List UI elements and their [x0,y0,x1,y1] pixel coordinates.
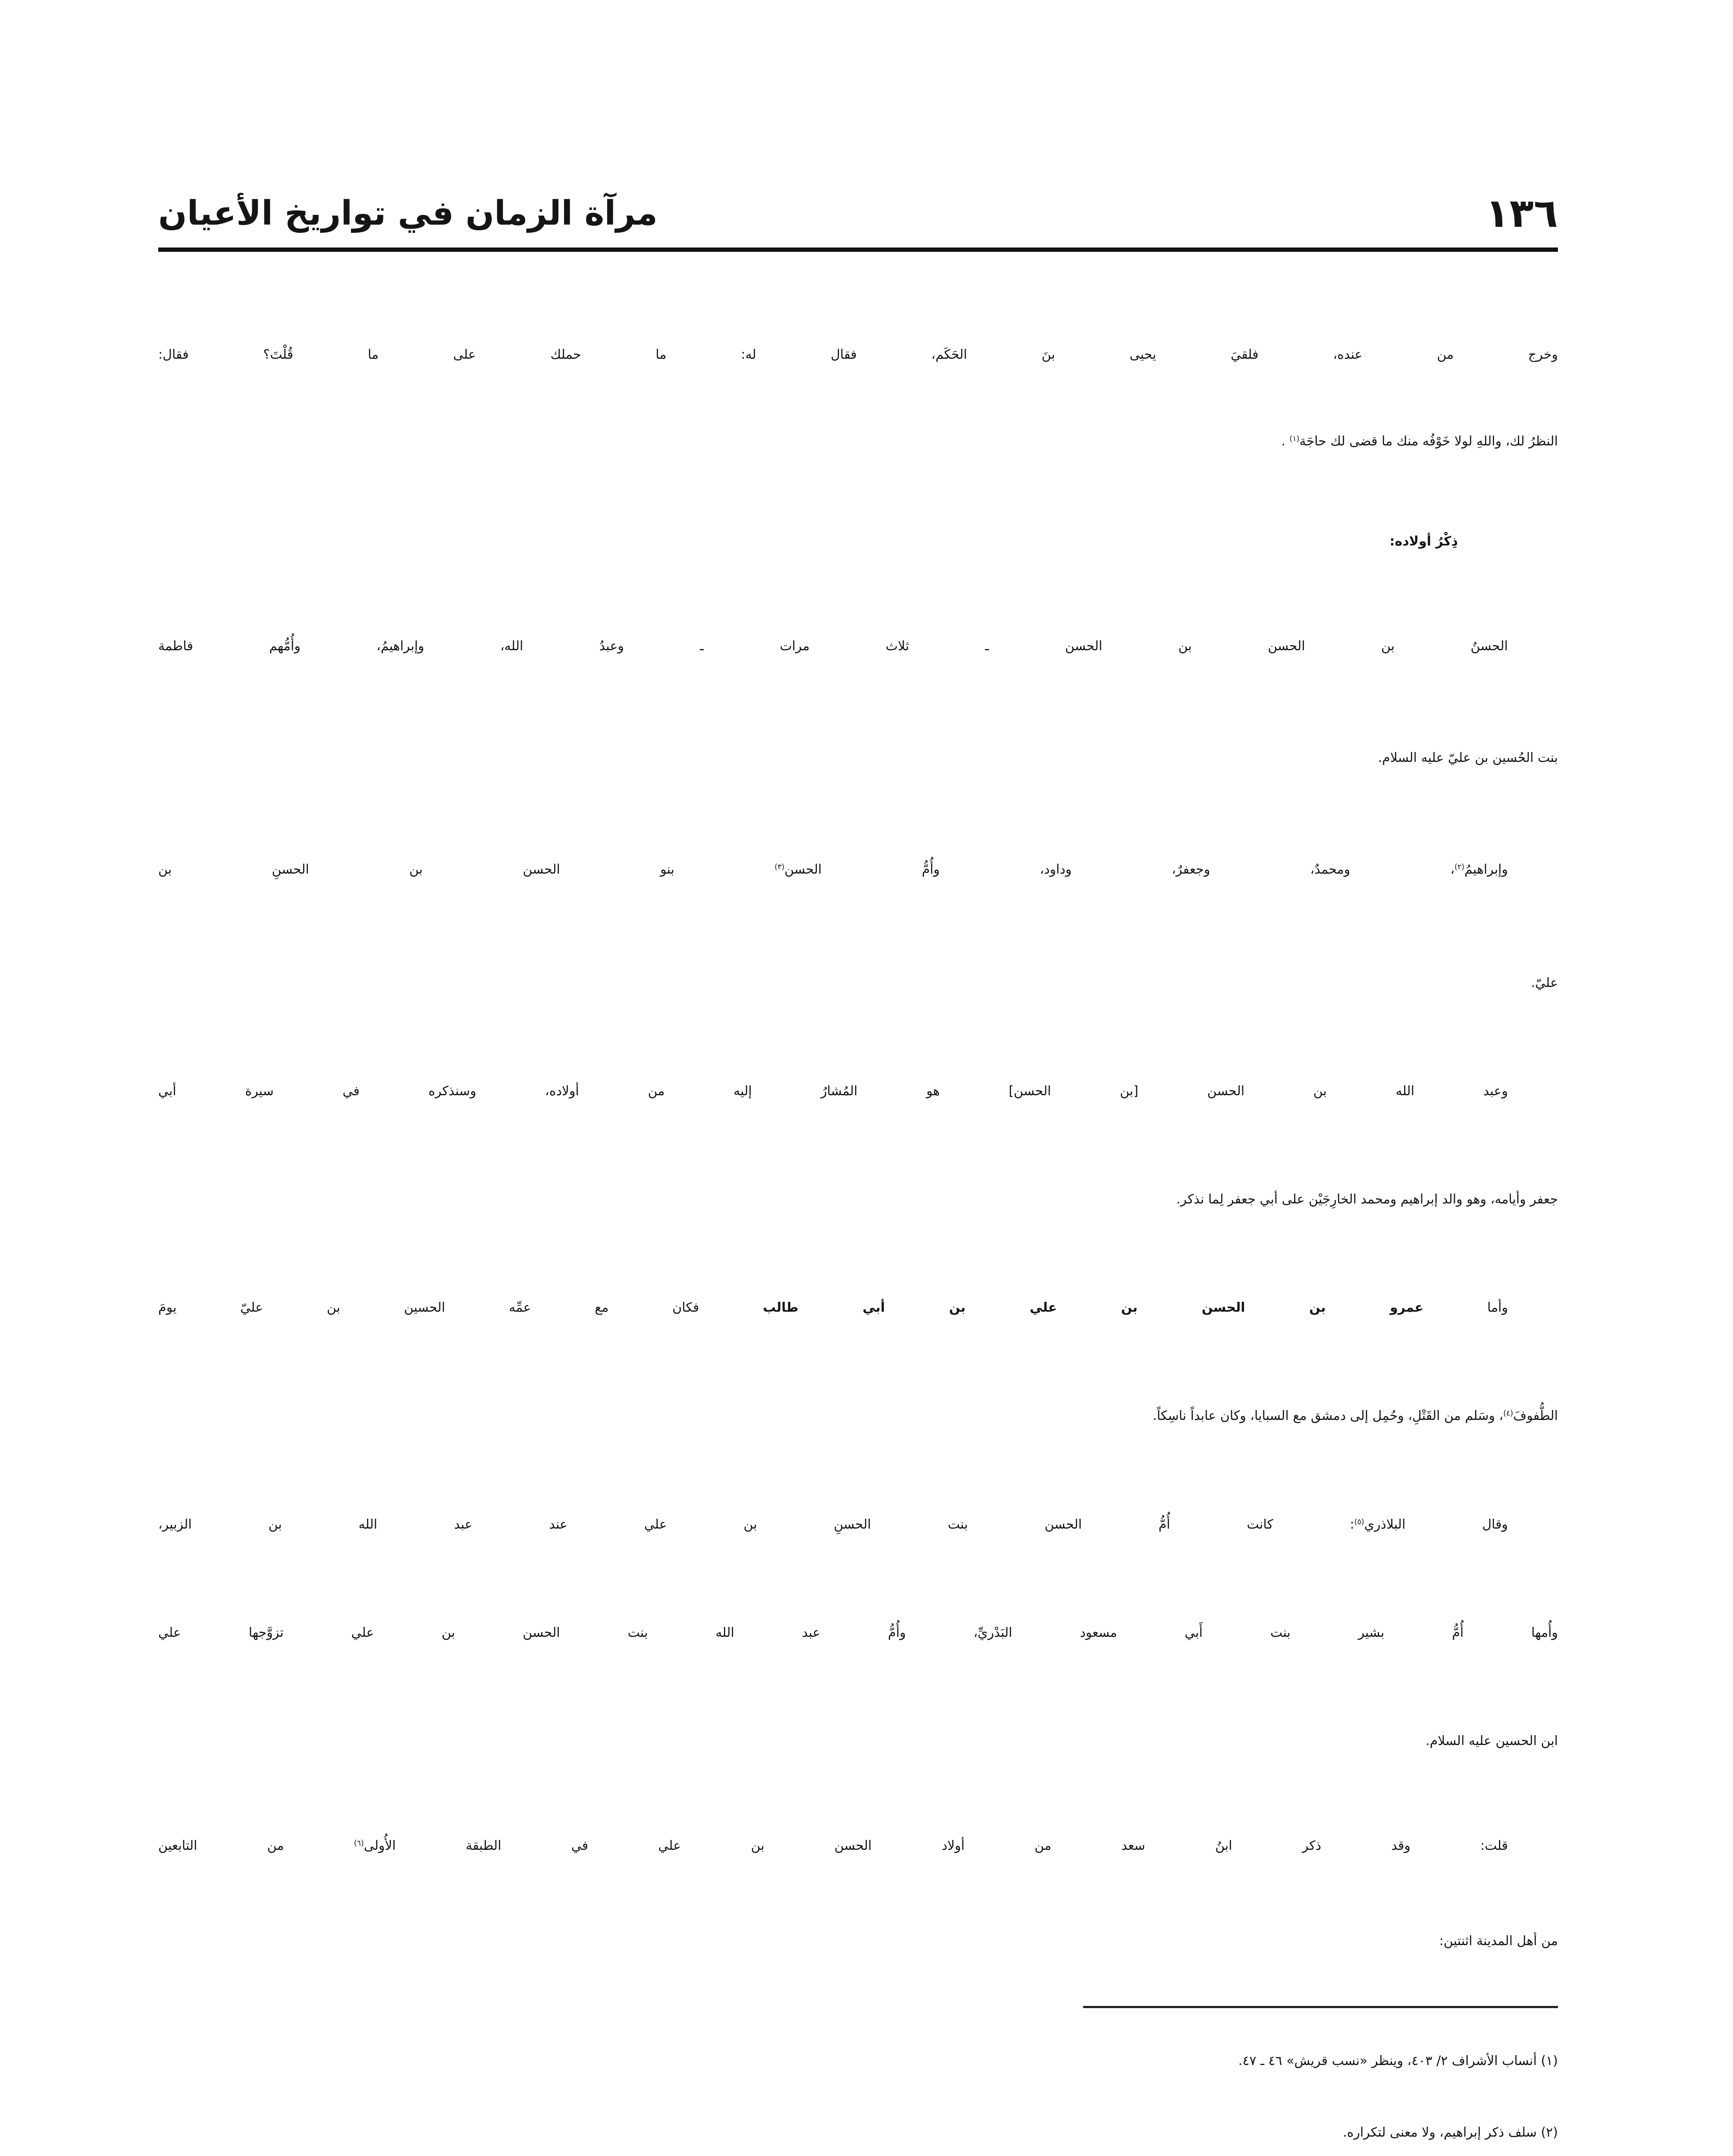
body-line [158,827,1508,913]
line-text: وأما [1423,1300,1508,1315]
body-line [158,1265,1508,1351]
bold-name: عمرو بن الحسن بن علي بن أبي طالب [763,1300,1424,1315]
footnote-marker: (٦) [354,1839,364,1848]
footnote-marker: (٤) [1503,1409,1514,1418]
line-text: الحسنُ بن الحسن بن الحسن ـ ثلاث مرات ـ وعبدُ الله، وإبراهيمُ، وأُمُّهم فاطمة [158,639,1508,654]
line-text: فكان مع عمِّه الحسين بن عليّ يومَ [158,1300,763,1315]
body-line [158,940,1558,1026]
footnote-marker: (٣) [774,863,785,872]
line-text: وقال البلاذري [1364,1517,1508,1532]
footnote-marker: (٢) [1454,863,1465,872]
body-line [158,1590,1558,1676]
line-text: ، ومحمدٌ، وجعفرٌ، وداود، وأُمُّ الحسن [784,862,1455,877]
section-heading [158,498,1458,585]
line-text: النظرُ لك، واللهِ لولا خَوْفُه منك ما قضى لك حاجَة [1299,434,1558,449]
body-line [158,603,1508,689]
footnote-separator [1083,2006,1558,2008]
running-title: مرآة الزمان في تواريخ الأعيان [158,194,658,233]
line-text: وعبد الله بن الحسن [بن الحسن] هو المُشارُ إليه من أولاده، وسنذكره في سيرة أبي [158,1084,1508,1099]
line-text: وأُمها أُمُّ بشير بنت أَبي مسعود البَدْريِّ، وأُمُّ عبد الله بنت الحسن بن علي تزوَّجها علي [158,1625,1558,1640]
line-text: جعفر وأيامه، وهو والد إبراهيم ومحمد الخارِجَيْن على أبي جعفر لِما نذكر. [1176,1192,1558,1207]
line-text: من التابعين [158,1838,354,1853]
line-text: من أهل المدينة اثنتين: [1439,1934,1558,1949]
footnote-line: (٢) سلف ذكر إبراهيم، ولا معنى لتكراره. [1343,2125,1558,2140]
line-text: بنت الحُسين بن عليّ عليه السلام. [1378,750,1558,765]
footnote-line: (١) أنساب الأشراف ٢/ ٤٠٣، وينظر «نسب قريش» ٤٦ ـ ٤٧. [1238,2053,1558,2068]
body-line [158,1698,1558,1784]
body-line [158,1898,1558,1984]
footnote-marker: (١) [1289,435,1300,444]
body-line [158,1048,1508,1134]
line-text: . [1281,434,1290,449]
line-text: وإبراهيمُ [1464,862,1508,877]
body-line [158,398,1558,485]
line-text: عليّ. [1531,975,1558,990]
body-line [158,1156,1558,1243]
header-rule [158,248,1558,252]
line-text: ابن الحسين عليه السلام. [1426,1733,1558,1749]
page-number: ١٣٦ [1485,190,1558,236]
body-line [158,312,1558,398]
line-text: ، وسَلم من القَتْلِ، وحُمِل إلى دمشق مع السبايا، وكان عابداً ناسِكاً. [1153,1408,1504,1423]
body-line [158,715,1558,801]
line-text: وخرج من عنده، فلقيَ يحيى بنَ الحَكَم، فقال له: ما حملك على ما قُلْتَ؟ فقال: [158,347,1558,362]
footnote-marker: (٥) [1354,1518,1364,1527]
body-line [158,1373,1558,1459]
body-line [158,1803,1508,1889]
line-text: : كانت أُمُّ الحسن بنت الحسنِ بن علي عند عبد الله بن الزبير، [158,1517,1354,1532]
heading-text: ذِكْرُ أولاده: [1389,534,1458,549]
body-line [158,1482,1508,1568]
line-text: بنو الحسن بن الحسنِ بن [158,862,775,877]
line-text: الطُّفوفَ [1513,1408,1558,1423]
line-text: قلت: وقد ذكر ابنُ سعد من أولاد الحسن بن علي في الطبقة الأُولى [364,1838,1508,1853]
